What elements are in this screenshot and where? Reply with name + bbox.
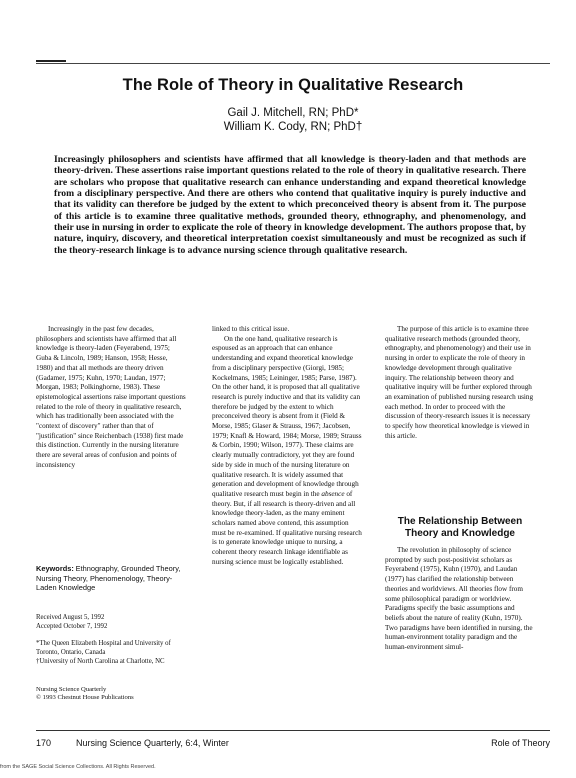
keywords-list: Ethnography, Grounded Theory, Nursing Theory, Phenomenology, Theory-Laden Knowledge (36, 564, 181, 593)
col2-text-b: of theory. But, if all research is theory-driven and all knowledge theory-laden, as the many eminent scholars named above contend, this assumption must be re-examined. If qualitative nursing research is to generate knowledge unique to nursing, a coherent theory research linkage identifiable as nursing science must be logically established. (212, 489, 362, 566)
page-number: 170 (36, 738, 52, 748)
col2-paragraph-2 (212, 335, 362, 568)
section-paragraph: The revolution in philosophy of science prompted by such post-positivist scholars as Feyerabend (1975), Kuhn (1970), and Laudan (1977) has clarified the relationship between theories and worldviews. All theories flow from some philosophical paradigm or worldview. Paradigms specify the basic assumptions and beliefs about the nature of reality (Kuhn, 1970). Two paradigms have been identified in nursing, the human-environment totality paradigm and the human-environment simul- (385, 546, 533, 652)
col2-emphasis: absence (321, 489, 345, 498)
author-block (36, 106, 550, 134)
download-note: from the SAGE Social Science Collections. All Rights Reserved. (0, 764, 156, 770)
affiliation-2: †University of North Carolina at Charlotte, NC (36, 657, 165, 665)
top-rule (36, 63, 550, 64)
body-column-2 (212, 325, 362, 568)
keywords-label: Keywords: (36, 564, 74, 573)
affiliations (36, 640, 186, 666)
col2-text-a: On the one hand, qualitative research is espoused as an approach that can enhance understanding and expand theoretical knowledge from a disciplinary perspective (Giorgi, 1985; Kockelmans, 1985; Leininger, 1985; Parse, 1987). On the other hand, it is proposed that all qualitative research is purely inductive and that its validity can therefore be judged by the extent to which preconceived theory is absent from it (Field & Morse, 1985; Glaser & Strauss, 1967; Jacobsen, 1979; Knafl & Howard, 1984; Morse, 1989; Strauss & Corbin, 1990; Wilson, 1977). These claims are clearly mutually contradictory, yet they are found side by side in much of the nursing literature on qualitative research. It is widely assumed that generation and development of knowledge through qualitative research must begin in the (212, 334, 362, 498)
journal-name: Nursing Science Quarterly (36, 686, 107, 693)
copyright: © 1993 Chestnut House Publications (36, 694, 134, 702)
body-column-3 (385, 325, 535, 441)
top-rule-thick (36, 60, 66, 62)
dates-block (36, 614, 186, 632)
footer-rule (36, 730, 550, 731)
keywords-block (36, 564, 186, 593)
body-column-1 (36, 325, 186, 471)
section-heading: The Relationship Between Theory and Knowledge (397, 516, 523, 539)
body-column-3-section (385, 546, 535, 653)
col2-paragraph-1: linked to this critical issue. (212, 325, 290, 333)
author-2: William K. Cody, RN; PhD† (223, 121, 363, 133)
abstract: Increasingly philosophers and scientists have affirmed that all knowledge is theory-laden and that methods are theory-driven. These assertions raise important questions related to the role of theory in qualitative research. There are scholars who propose that qualitative research can enhance understanding and expand theoretical knowledge from a disciplinary perspective. And there are others who contend that qualitative inquiry is purely inductive and that its validity can therefore be judged by the extent to which preconceived theory is absent from it. The purpose of this article is to examine three qualitative methods, grounded theory, ethnography, and phenomenology, and their use in nursing in order to explicate the role of theory in knowledge development. The authors propose that, by nature, inquiry, discovery, and theoretical interpretation coexist simultaneously and must be recognized as such if the theory-research linkage is to advance nursing science through qualitative research. (54, 154, 526, 256)
purpose-paragraph: The purpose of this article is to examine three qualitative research methods (grounded theory, ethnography, and phenomenology) and their use in nursing in order to explicate the role of theory in knowledge development through qualitative inquiry. The relationship between theory and qualitative inquiry will be further explored through an examination of published nursing research using each method. In order to proceed with the discussion of theory-research issues it is necessary to specify how theoretical knowledge is viewed in this article. (385, 325, 534, 440)
affiliation-1: *The Queen Elizabeth Hospital and University of Toronto, Ontario, Canada (36, 640, 171, 656)
running-title: Role of Theory (491, 738, 550, 748)
intro-paragraph: Increasingly in the past few decades, philosophers and scientists have affirmed that all knowledge is theory-laden (Feyerabend, 1975; Guba & Lincoln, 1989; Hanson, 1958; Hesse, 1980) and that all methods are theory driven (Gadamer, 1975; Kuhn, 1970; Laudan, 1977; Morgan, 1983; Polkinghorne, 1983). These epistemological assertions raise important questions related to the role of theory in qualitative research, which has traditionally been associated with the "context of discovery" rather than that of "justification" since Reichenbach (1938) first made this distinction. Currently in the nursing literature there are several areas of confusion and points of inconsistency (36, 325, 186, 469)
journal-info (36, 686, 186, 703)
article-title: The Role of Theory in Qualitative Research (122, 76, 464, 94)
author-1: Gail J. Mitchell, RN; PhD* (227, 107, 359, 119)
received-date: Received August 5, 1992 (36, 614, 105, 621)
accepted-date: Accepted October 7, 1992 (36, 622, 108, 630)
footer-journal: Nursing Science Quarterly, 6:4, Winter (76, 738, 229, 748)
